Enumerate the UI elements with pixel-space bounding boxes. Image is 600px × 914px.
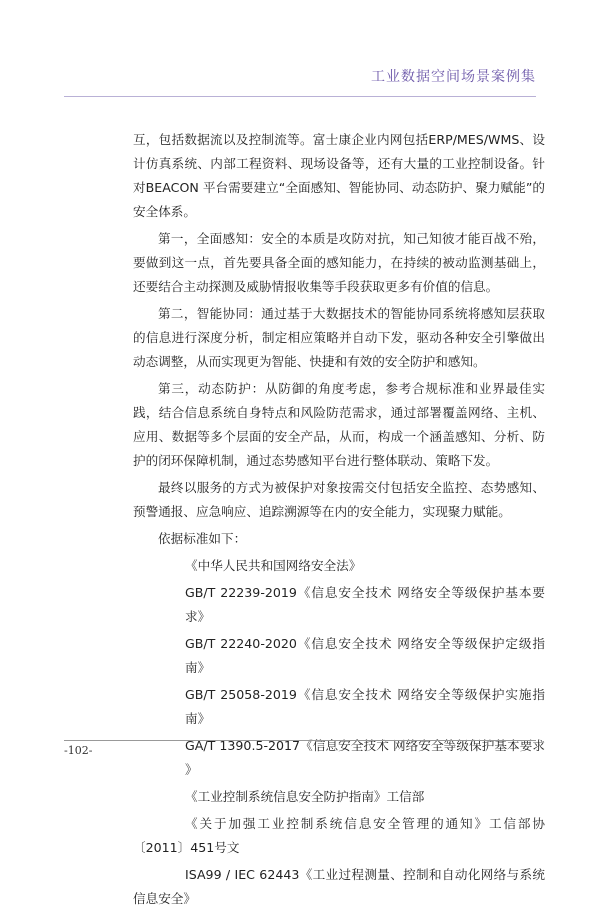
body-paragraph: 第二，智能协同：通过基于大数据技术的智能协同系统将感知层获取的信息进行深度分析，制定相应策略并自动下发，驱动各种安全引擎做出动态调整，从而实现更为智能、快捷和有效的安全防护和感知。: [133, 306, 545, 369]
header-divider: [64, 96, 536, 97]
standards-intro: 依据标准如下：: [158, 531, 247, 546]
body-paragraph: 互，包括数据流以及控制流等。富士康企业内网包括ERP/MES/WMS、设计仿真系统、内部工程资料、现场设备等，还有大量的工业控制设备。针对BEACON 平台需要建立“全面感知、智能协同、动态防护、聚力赋能”的安全体系。: [133, 132, 545, 219]
page-number: -102-: [64, 744, 93, 757]
standard-item: 《关于加强工业控制系统信息安全管理的通知》工信部协〔2011〕451号文: [133, 816, 545, 855]
standard-item: ISA99 / IEC 62443《工业过程测量、控制和自动化网络与系统信息安全》: [133, 867, 545, 906]
page-body: [133, 128, 545, 914]
standard-item: 《工业控制系统信息安全防护指南》工信部: [185, 789, 425, 804]
standard-item: 《中华人民共和国网络安全法》: [185, 558, 362, 573]
running-header-title: 工业数据空间场景案例集: [371, 69, 536, 85]
standard-item: GB/T 22240-2020《信息安全技术 网络安全等级保护定级指南》: [185, 636, 545, 675]
footer-divider: [64, 740, 536, 741]
body-paragraph: 最终以服务的方式为被保护对象按需交付包括安全监控、态势感知、预警通报、应急响应、追踪溯源等在内的安全能力，实现聚力赋能。: [133, 480, 545, 519]
body-paragraph: 第三，动态防护：从防御的角度考虑，参考合规标准和业界最佳实践，结合信息系统自身特点和风险防范需求，通过部署覆盖网络、主机、应用、数据等多个层面的安全产品，从而，构成一个涵盖感知、分析、防护的闭环保障机制，通过态势感知平台进行整体联动、策略下发。: [133, 381, 545, 468]
standard-item: GB/T 25058-2019《信息安全技术 网络安全等级保护实施指南》: [185, 687, 545, 726]
standard-item: GA/T 1390.5-2017《信息安全技术 网络安全等级保护基本要求 》: [185, 738, 545, 777]
standard-item: GB/T 22239-2019《信息安全技术 网络安全等级保护基本要求》: [185, 585, 545, 624]
body-paragraph: 第一，全面感知：安全的本质是攻防对抗，知己知彼才能百战不殆，要做到这一点，首先要具备全面的感知能力，在持续的被动监测基础上，还要结合主动探测及威胁情报收集等手段获取更多有价值的信息。: [133, 231, 545, 294]
